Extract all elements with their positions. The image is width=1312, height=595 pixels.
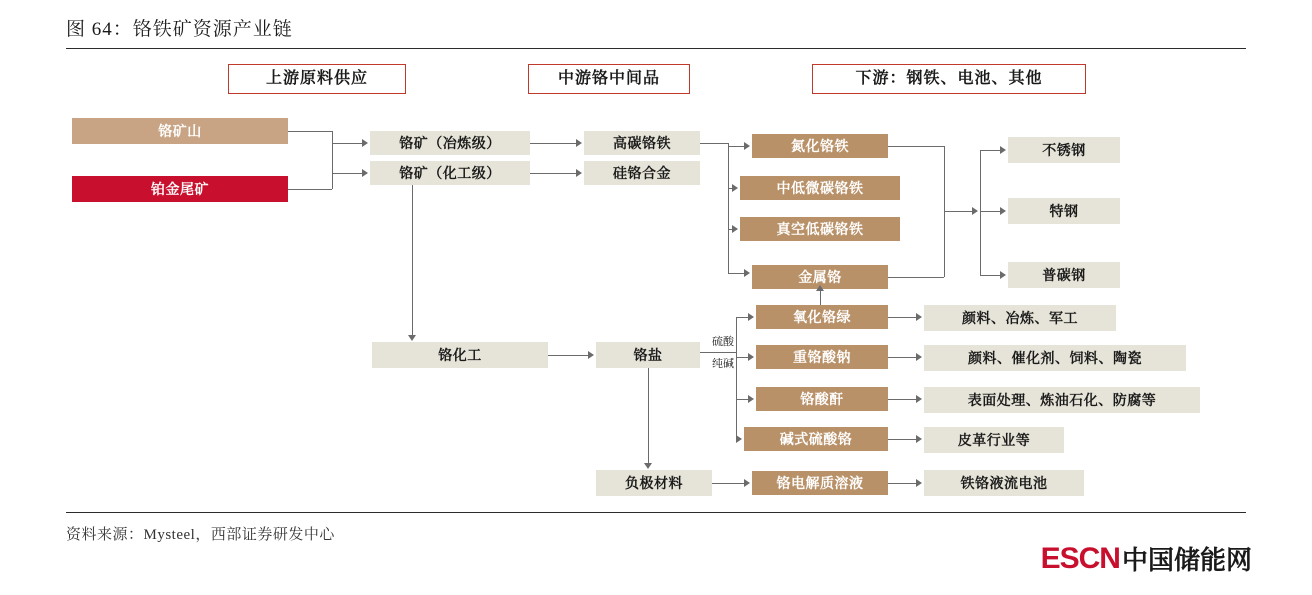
arrow-salt-to-anode-icon	[644, 463, 652, 469]
edge-label-sulfuric-acid: 硫酸	[712, 336, 734, 348]
node-plain-carbon-steel: 普碳钢	[1008, 262, 1120, 288]
edge-bus-to-ore-smelting	[332, 143, 362, 144]
arrow-electrolyte-to-battery-icon	[916, 479, 922, 487]
edge-saltbus-to-anhydride	[736, 399, 748, 400]
edge-downbus-stub	[944, 211, 972, 212]
arrow-saltbus-to-basic-sulfate-icon	[736, 435, 742, 443]
node-si-cr-alloy: 硅铬合金	[584, 161, 700, 185]
node-pigment-smelt-military: 颜料、冶炼、军工	[924, 305, 1116, 331]
edge-to-plain-carbon-steel	[980, 275, 1000, 276]
edge-chromium-metal-to-downbus	[888, 277, 944, 278]
edge-dichromate-to-use	[888, 357, 916, 358]
node-special-steel: 特钢	[1008, 198, 1120, 224]
edge-salt-to-anode	[648, 368, 649, 463]
arrow-to-special-steel-icon	[1000, 207, 1006, 215]
edge-high-carbon-to-midbus	[700, 143, 728, 144]
edge-anhydride-to-use	[888, 399, 916, 400]
edge-ore-to-si-cr	[530, 173, 576, 174]
edge-downstream-fanout-bus	[980, 150, 981, 275]
node-leather-industry: 皮革行业等	[924, 427, 1064, 453]
node-high-carbon-ferrochrome: 高碳铬铁	[584, 131, 700, 155]
node-ore-chemical-grade: 铬矿（化工级）	[370, 161, 530, 185]
arrow-midbus-to-chromium-metal-icon	[744, 269, 750, 277]
arrow-basic-sulfate-to-use-icon	[916, 435, 922, 443]
node-mine: 铬矿山	[72, 118, 288, 144]
edge-label-soda-ash: 纯碱	[712, 358, 734, 370]
edge-chrome-chem-to-salt	[548, 355, 588, 356]
node-chrome-oxide-green: 氧化铬绿	[756, 305, 888, 329]
edge-upstream-bus	[332, 131, 333, 189]
arrow-downbus-stub-icon	[972, 207, 978, 215]
node-iron-chrome-flow-battery: 铁铬液流电池	[924, 470, 1084, 496]
arrow-anhydride-to-use-icon	[916, 395, 922, 403]
arrow-saltbus-to-anhydride-icon	[748, 395, 754, 403]
edge-oxide-green-to-use	[888, 317, 916, 318]
node-surface-refining-anticorrosion: 表面处理、炼油石化、防腐等	[924, 387, 1200, 413]
watermark-logo	[1041, 540, 1252, 577]
arrow-saltbus-to-oxide-green-icon	[748, 313, 754, 321]
node-nitrided-ferrochrome: 氮化铬铁	[752, 134, 888, 158]
arrow-ore-chemical-to-chrome-chem-icon	[408, 335, 416, 341]
edge-midbus-to-chromium-metal	[728, 273, 744, 274]
edge-basic-sulfate-to-use	[888, 439, 916, 440]
arrow-bus-to-ore-chemical-icon	[362, 169, 368, 177]
node-pigment-catalyst-feed-ceramic: 颜料、催化剂、饲料、陶瓷	[924, 345, 1186, 371]
section-header-downstream: 下游：钢铁、电池、其他	[812, 64, 1086, 94]
arrow-oxide-green-to-chromium-metal-icon	[816, 285, 824, 291]
edge-salt-vertical-bus	[736, 317, 737, 441]
edge-mid-vertical-bus	[728, 143, 729, 273]
node-sodium-dichromate: 重铬酸钠	[756, 345, 888, 369]
edge-salt-label-line	[700, 352, 736, 353]
divider-top	[66, 48, 1246, 49]
arrow-midbus-to-vacuum-icon	[732, 225, 738, 233]
edge-to-stainless-steel	[980, 150, 1000, 151]
edge-to-special-steel	[980, 211, 1000, 212]
node-chromic-anhydride: 铬酸酐	[756, 387, 888, 411]
edge-oxide-green-to-chromium-metal	[820, 291, 821, 305]
arrow-to-stainless-steel-icon	[1000, 146, 1006, 154]
arrow-chrome-chem-to-salt-icon	[588, 351, 594, 359]
figure-title: 图 64：铬铁矿资源产业链	[66, 19, 293, 40]
arrow-dichromate-to-use-icon	[916, 353, 922, 361]
edge-nitrided-to-downbus	[888, 146, 944, 147]
node-platinum-tailings: 铂金尾矿	[72, 176, 288, 202]
arrow-ore-to-high-carbon-icon	[576, 139, 582, 147]
logo-escn-text: ESCN	[1040, 541, 1120, 575]
logo-cn-text: 中国储能网	[1121, 545, 1252, 575]
figure-source: 资料来源：Mysteel，西部证券研发中心	[66, 527, 335, 543]
node-mid-low-micro-carbon-ferrochrome: 中低微碳铬铁	[740, 176, 900, 200]
arrow-midbus-to-midlow-icon	[732, 184, 738, 192]
edge-saltbus-to-dichromate	[736, 357, 748, 358]
arrow-midbus-to-nitrided-icon	[744, 142, 750, 150]
arrow-to-plain-carbon-steel-icon	[1000, 271, 1006, 279]
edge-bus-to-ore-chemical	[332, 173, 362, 174]
node-basic-chrome-sulfate: 碱式硫酸铬	[744, 427, 888, 451]
node-anode-material: 负极材料	[596, 470, 712, 496]
edge-midbus-to-nitrided	[728, 146, 744, 147]
node-ore-smelting-grade: 铬矿（冶炼级）	[370, 131, 530, 155]
node-chrome-electrolyte: 铬电解质溶液	[752, 471, 888, 495]
edge-mine-to-bus	[288, 131, 332, 132]
edge-tailings-to-bus	[288, 189, 332, 190]
edge-anode-to-electrolyte	[712, 483, 744, 484]
divider-bottom	[66, 512, 1246, 513]
node-chromium-metal: 金属铬	[752, 265, 888, 289]
section-header-midstream: 中游铬中间品	[528, 64, 690, 94]
node-chrome-salt: 铬盐	[596, 342, 700, 368]
edge-saltbus-to-oxide-green	[736, 317, 748, 318]
node-chrome-chemical: 铬化工	[372, 342, 548, 368]
node-stainless-steel: 不锈钢	[1008, 137, 1120, 163]
arrow-oxide-green-to-use-icon	[916, 313, 922, 321]
edge-ore-to-high-carbon	[530, 143, 576, 144]
edge-ore-chemical-to-chrome-chem	[412, 185, 413, 335]
edge-electrolyte-to-battery	[888, 483, 916, 484]
arrow-bus-to-ore-smelting-icon	[362, 139, 368, 147]
section-header-upstream: 上游原料供应	[228, 64, 406, 94]
node-vacuum-low-carbon-ferrochrome: 真空低碳铬铁	[740, 217, 900, 241]
arrow-saltbus-to-dichromate-icon	[748, 353, 754, 361]
arrow-ore-to-si-cr-icon	[576, 169, 582, 177]
arrow-anode-to-electrolyte-icon	[744, 479, 750, 487]
